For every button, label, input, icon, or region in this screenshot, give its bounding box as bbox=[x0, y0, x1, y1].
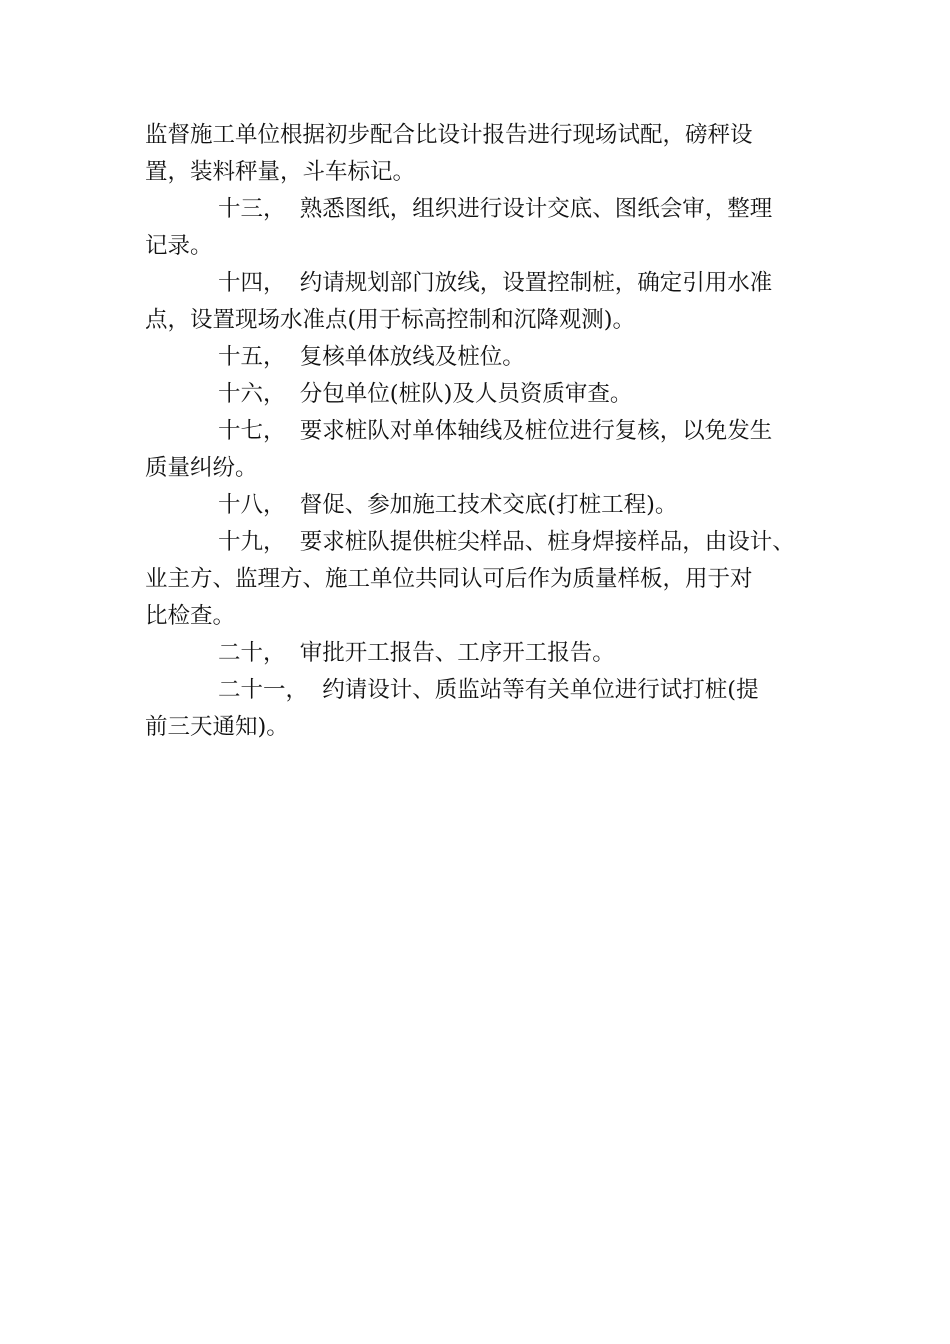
paragraph-line: 监督施工单位根据初步配合比设计报告进行现场试配，磅秤设 bbox=[145, 122, 753, 148]
item-17-continuation: 质量纠纷。 bbox=[145, 455, 258, 481]
item-15-line: 十五， 复核单体放线及桩位。 bbox=[218, 344, 525, 370]
item-21-continuation: 前三天通知)。 bbox=[145, 714, 289, 740]
item-17-line: 十七， 要求桩队对单体轴线及桩位进行复核，以免发生 bbox=[218, 418, 773, 444]
item-19-continuation: 比检查。 bbox=[145, 603, 236, 629]
item-13-continuation: 记录。 bbox=[145, 233, 213, 259]
item-13-line: 十三， 熟悉图纸，组织进行设计交底、图纸会审，整理 bbox=[218, 196, 773, 222]
item-18-line: 十八， 督促、参加施工技术交底(打桩工程)。 bbox=[218, 492, 678, 518]
paragraph-line: 置，装料秤量，斗车标记。 bbox=[145, 159, 416, 185]
document-body bbox=[145, 117, 825, 746]
item-21-line: 二十一， 约请设计、质监站等有关单位进行试打桩(提 bbox=[218, 677, 759, 703]
item-14-continuation: 点，设置现场水准点(用于标高控制和沉降观测)。 bbox=[145, 307, 636, 333]
item-16-line: 十六， 分包单位(桩队)及人员资质审查。 bbox=[218, 381, 633, 407]
item-20-line: 二十， 审批开工报告、工序开工报告。 bbox=[218, 640, 615, 666]
item-14-line: 十四， 约请规划部门放线，设置控制桩，确定引用水准 bbox=[218, 270, 773, 296]
item-19-continuation: 业主方、监理方、施工单位共同认可后作为质量样板，用于对 bbox=[145, 566, 753, 592]
item-19-line: 十九， 要求桩队提供桩尖样品、桩身焊接样品，由设计、 bbox=[218, 529, 795, 555]
